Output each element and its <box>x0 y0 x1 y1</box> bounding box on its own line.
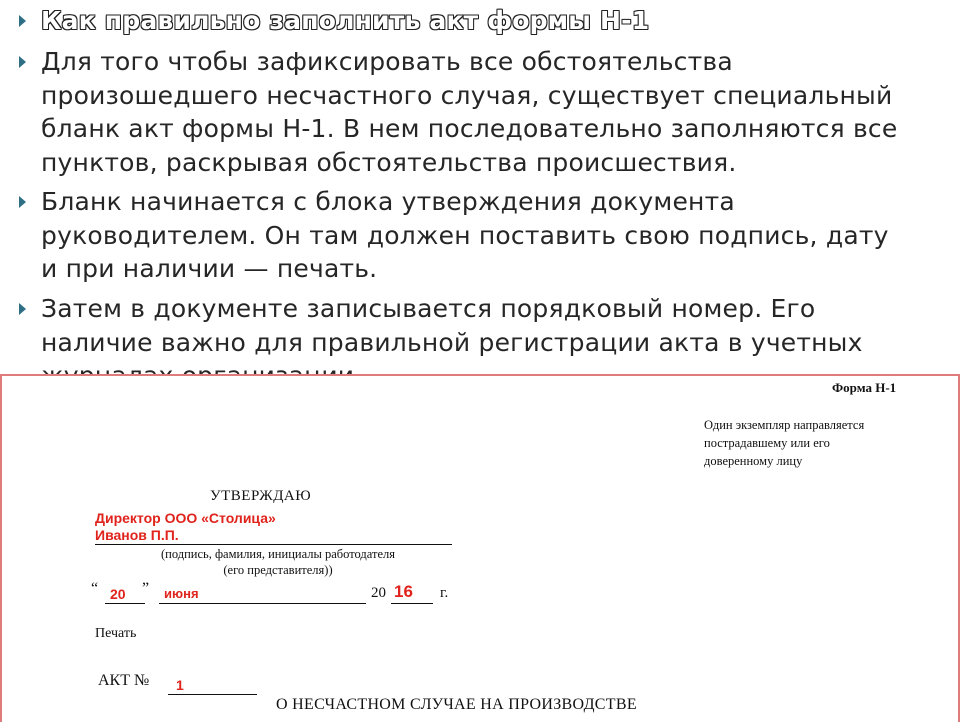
date-year-line <box>391 603 433 604</box>
bullet-line: Для того чтобы зафиксировать все обстоятельства <box>41 47 733 76</box>
bullet-line: бланк акт формы Н-1. В нем последовательно заполняются все <box>41 114 898 143</box>
bullet-arrow-icon <box>19 56 26 68</box>
date-close-quote: ” <box>142 580 150 597</box>
bullet-line: руководителем. Он там должен поставить свою подпись, дату <box>41 220 889 250</box>
form-n1-image <box>0 374 960 722</box>
signature-caption: (подпись, фамилия, инициалы работодателя (его представителя)) <box>160 547 396 577</box>
bullet-arrow-icon <box>19 196 26 208</box>
bullet-line: и при наличии — печать. <box>41 254 378 283</box>
date-open-quote: “ <box>91 580 99 597</box>
act-number: 1 <box>176 677 184 693</box>
date-year-suffix: 16 <box>394 582 413 601</box>
bullet-line: Бланк начинается с блока утверждения документа <box>41 187 735 216</box>
date-month: июня <box>164 586 199 601</box>
bullet-line: произошедшего несчастного случая, существует специальный <box>41 80 893 110</box>
date-year-unit: г. <box>440 585 449 601</box>
stamp-label: Печать <box>95 626 137 641</box>
form-label: Форма Н-1 <box>832 380 897 395</box>
date-day: 20 <box>110 586 126 602</box>
date-year-prefix: 20 <box>371 585 386 601</box>
bullet-item <box>41 45 897 179</box>
bullet-item <box>41 185 889 286</box>
date-month-line <box>159 603 366 604</box>
bullet-line: Затем в документе записывается порядковый номер. Его <box>41 294 816 323</box>
director-name: Иванов П.П. <box>95 527 179 543</box>
signature-line <box>95 544 452 545</box>
approve-heading: УТВЕРЖДАЮ <box>210 488 312 504</box>
director-position: Директор ООО «Столица» <box>95 510 276 526</box>
act-number-label: АКТ № <box>98 672 150 689</box>
distribution-note: Один экземпляр направляется пострадавшему или его доверенному лицу <box>704 418 865 468</box>
slide-title: Как правильно заполнить акт формы Н-1 <box>41 4 649 38</box>
bullet-arrow-icon <box>19 303 26 315</box>
bullet-arrow-icon <box>19 15 26 27</box>
bullet-line: наличие важно для правильной регистрации акта в учетных <box>41 327 863 357</box>
act-number-line <box>168 694 257 695</box>
act-title: О НЕСЧАСТНОМ СЛУЧАЕ НА ПРОИЗВОДСТВЕ <box>276 696 637 713</box>
bullet-line: пунктов, раскрывая обстоятельства происшествия. <box>41 147 737 177</box>
date-day-line <box>105 603 145 604</box>
